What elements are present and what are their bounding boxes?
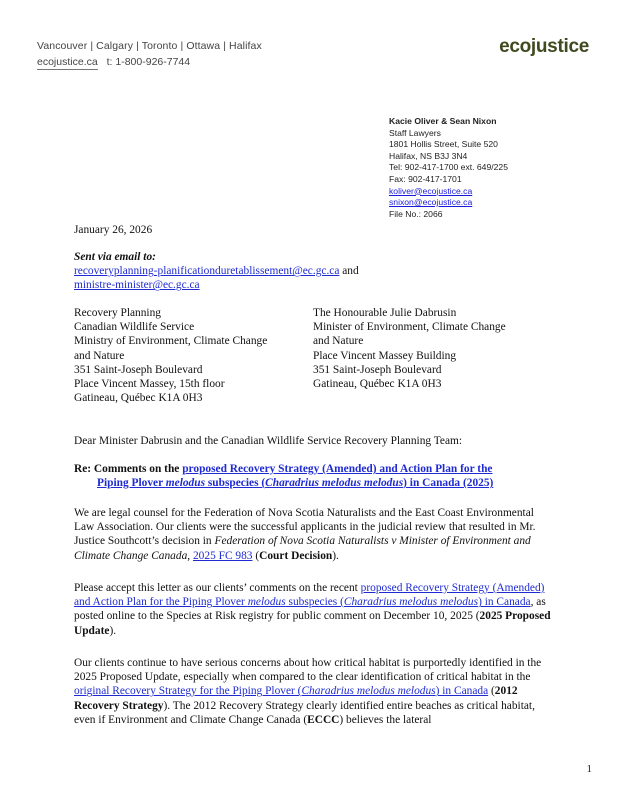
sender-tel: Tel: 902-417-1700 ext. 649/225 [389, 162, 508, 173]
link-text: proposed Recovery Strategy (Amended) and Action Plan for the Piping Plover [74, 582, 545, 609]
address-line: and Nature [74, 349, 125, 362]
sender-email-nixon[interactable]: snixon@ecojustice.ca [389, 197, 473, 208]
original-recovery-strategy-link[interactable] [74, 685, 488, 697]
sender-title: Staff Lawyers [389, 127, 441, 138]
recipient-address-right [313, 306, 543, 391]
re-link-text: ) in Canada (2025) [403, 477, 494, 490]
address-line: and Nature [313, 335, 364, 348]
address-line: Place Vincent Massey, 15th floor [74, 378, 225, 391]
link-text: ) in Canada [478, 596, 531, 609]
link-italic: Charadrius melodus melodus [343, 596, 479, 609]
sender-email-oliver[interactable]: koliver@ecojustice.ca [389, 185, 473, 196]
para-text: , as posted online to the Species at Risk registry for public comment on December 10, 2025 ( [74, 596, 546, 623]
re-line [74, 462, 554, 490]
sender-fax: Fax: 902-417-1701 [389, 173, 462, 184]
sender-street: 1801 Hollis Street, Suite 520 [389, 139, 498, 150]
address-line: Minister of Environment, Climate Change [313, 321, 506, 334]
letterhead-contact [37, 56, 190, 68]
para-text: , [187, 549, 193, 562]
address-line: Place Vincent Massey Building [313, 349, 457, 362]
sender-block [389, 116, 508, 220]
court-decision-link[interactable]: 2025 FC 983 [192, 549, 253, 562]
re-link-italic: melodus [165, 477, 206, 490]
para-text: ) believes the lateral [339, 713, 432, 726]
link-italic: melodus [247, 596, 286, 609]
address-line: Ministry of Environment, Climate Change [74, 335, 268, 348]
re-prefix: Re: Comments on the [74, 463, 183, 475]
sent-via-label: Sent via email to: [74, 251, 156, 263]
re-link-italic: Charadrius melodus melodus [265, 477, 404, 490]
sender-city: Halifax, NS B3J 3N4 [389, 150, 468, 161]
para-text: ). [109, 624, 117, 637]
address-line: Canadian Wildlife Service [74, 321, 195, 334]
para-text: ). The 2012 Recovery Strategy clearly identified entire beaches as critical habitat, even if Environment and Climate Change Canada ( [74, 699, 535, 726]
address-line: 351 Saint-Joseph Boulevard [74, 363, 203, 376]
link-text: ) in Canada [435, 685, 489, 698]
address-line: The Honourable Julie Dabrusin [313, 307, 457, 319]
ecojustice-logo: ecojustice [499, 36, 589, 57]
para-text: Our clients continue to have serious concerns about how critical habitat is purportedly identified in the 2025 Proposed Update, especially when compared to the clear identification of critical habitat in the [74, 657, 542, 684]
paragraph-1 [74, 506, 552, 563]
para-text: We are legal counsel for the Federation of Nova Scotia Naturalists and the East Coast Environmental Law Association. Our clients were the successful applicants in the judicial review that resulted in Mr. Justice Southcott’s decision in [74, 507, 536, 548]
recipient-address-left [74, 306, 294, 405]
paragraph-2 [74, 581, 552, 638]
re-link-text: Piping Plover [97, 477, 166, 490]
sender-file-no: File No.: 2066 [389, 208, 443, 219]
letterhead-website[interactable]: ecojustice.ca [37, 56, 98, 68]
sent-via-block [74, 250, 554, 293]
address-line: Gatineau, Québec K1A 0H3 [74, 392, 203, 405]
para-text: ). [332, 549, 339, 562]
re-link-part-a[interactable]: proposed Recovery Strategy (Amended) and Action Plan for the [182, 463, 493, 475]
case-name: Federation of Nova Scotia Naturalists v Minister of Environment and Climate Change Canada [74, 535, 531, 562]
email-minister[interactable]: ministre-minister@ec.gc.ca [74, 279, 200, 292]
page-number: 1 [586, 763, 592, 775]
link-text: original Recovery Strategy for the Piping Plover ( [74, 685, 302, 698]
re-link-text: subspecies ( [205, 477, 266, 490]
address-line: Recovery Planning [74, 307, 161, 319]
letter-date: January 26, 2026 [74, 224, 153, 236]
letterhead-cities: Vancouver | Calgary | Toronto | Ottawa | Halifax [37, 40, 262, 52]
letterhead-phone: t: 1-800-926-7744 [106, 56, 191, 68]
salutation: Dear Minister Dabrusin and the Canadian Wildlife Service Recovery Planning Team: [74, 435, 463, 447]
re-link-part-b[interactable] [97, 477, 493, 489]
link-italic: Charadrius melodus melodus [301, 685, 436, 698]
defined-term: ECCC [307, 713, 340, 726]
defined-term: 2025 Proposed Update [74, 610, 551, 637]
sender-names: Kacie Oliver & Sean Nixon [389, 116, 497, 126]
paragraph-3 [74, 656, 552, 727]
sent-via-and: and [339, 265, 359, 278]
defined-term: Court Decision [259, 549, 333, 562]
address-line: 351 Saint-Joseph Boulevard [313, 363, 442, 376]
email-recovery-planning[interactable]: recoveryplanning-planificationduretablissement@ec.gc.ca [74, 265, 340, 278]
address-line: Gatineau, Québec K1A 0H3 [313, 378, 442, 391]
para-text: ( [488, 685, 495, 698]
para-text: ( [252, 549, 260, 562]
para-text: Please accept this letter as our clients’ comments on the recent [74, 582, 361, 594]
defined-term: 2012 Recovery Strategy [74, 685, 518, 712]
link-text: subspecies ( [285, 596, 344, 609]
